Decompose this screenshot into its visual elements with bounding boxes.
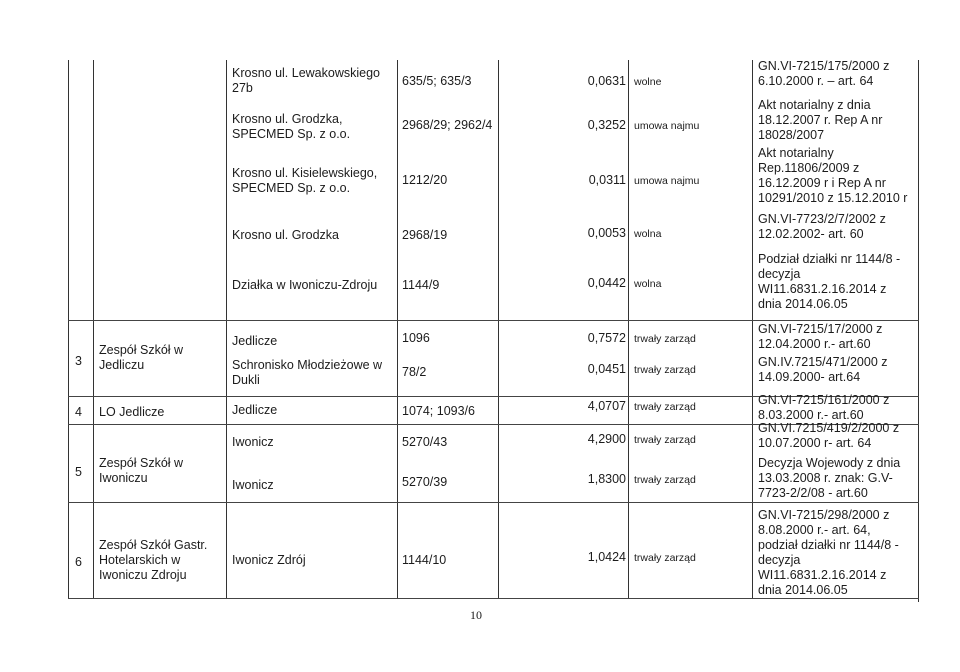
parcel-cell: 1144/10 xyxy=(402,553,447,567)
row-number: 3 xyxy=(75,354,82,368)
area-cell: 0,0053 xyxy=(587,226,626,240)
area-cell: 0,0311 xyxy=(588,173,626,187)
row-divider xyxy=(68,502,919,503)
area-cell: 0,7572 xyxy=(587,331,626,345)
place-cell: Krosno ul. Grodzka xyxy=(232,228,339,242)
table-border-right xyxy=(918,60,919,602)
document-cell: GN.VI-7723/2/7/2002 z 12.02.2002- art. 60 xyxy=(758,212,886,241)
table-column-divider xyxy=(226,60,227,598)
school-cell: Zespół Szkół w Iwoniczu xyxy=(99,456,184,485)
place-cell: Krosno ul. Lewakowskiego 27b xyxy=(232,66,380,95)
row-divider xyxy=(68,320,919,321)
table-column-divider xyxy=(397,60,398,598)
table-column-divider xyxy=(93,60,94,598)
place-cell: Działka w Iwoniczu-Zdroju xyxy=(232,278,378,292)
status-cell: wolna xyxy=(634,228,662,240)
document-cell: GN.VI-7215/17/2000 z 12.04.2000 r.- art.60 xyxy=(758,322,883,351)
status-cell: umowa najmu xyxy=(634,175,700,187)
status-cell: trwały zarząd xyxy=(634,333,696,345)
school-cell: Zespół Szkół Gastr. Hotelarskich w Iwoniczu Zdroju xyxy=(99,538,208,582)
parcel-cell: 1096 xyxy=(402,331,430,345)
table-border-left xyxy=(68,60,69,598)
parcel-cell: 1074; 1093/6 xyxy=(402,404,475,418)
status-cell: trwały zarząd xyxy=(634,474,696,486)
status-cell: umowa najmu xyxy=(634,120,700,132)
area-cell: 0,0631 xyxy=(587,74,626,88)
area-cell: 0,0451 xyxy=(587,362,626,376)
row-number: 6 xyxy=(75,555,82,569)
place-cell: Iwonicz Zdrój xyxy=(232,553,306,567)
status-cell: trwały zarząd xyxy=(634,364,696,376)
row-number: 4 xyxy=(75,405,82,419)
parcel-cell: 5270/43 xyxy=(402,435,448,449)
school-cell: LO Jedlicze xyxy=(99,405,165,419)
status-cell: trwały zarząd xyxy=(634,552,696,564)
area-cell: 4,0707 xyxy=(587,399,626,413)
parcel-cell: 2968/29; 2962/4 xyxy=(402,118,493,132)
document-cell: GN.VI-7215/298/2000 z 8.08.2000 r.- art. 64, podział działki nr 1144/8 - decyzja WI11.6831.2.16.2014 z dnia 2014.06.05 xyxy=(758,508,899,597)
table-border-bottom xyxy=(68,598,919,599)
parcel-cell: 635/5; 635/3 xyxy=(402,74,472,88)
place-cell: Iwonicz xyxy=(232,435,274,449)
school-cell: Zespół Szkół w Jedliczu xyxy=(99,343,184,372)
parcel-cell: 5270/39 xyxy=(402,475,448,489)
table-column-divider xyxy=(498,60,499,598)
table-column-divider xyxy=(628,60,629,598)
document-cell: Akt notarialny z dnia 18.12.2007 r. Rep A nr 18028/2007 xyxy=(758,98,883,142)
place-cell: Krosno ul. Kisielewskiego, SPECMED Sp. z o.o. xyxy=(232,166,378,195)
page-number: 10 xyxy=(470,608,482,622)
document-cell: Podział działki nr 1144/8 - decyzja WI11.6831.2.16.2014 z dnia 2014.06.05 xyxy=(758,252,901,311)
area-cell: 4,2900 xyxy=(587,432,626,446)
parcel-cell: 2968/19 xyxy=(402,228,448,242)
area-cell: 1,8300 xyxy=(587,472,626,486)
document-cell: Akt notarialny Rep.11806/2009 z 16.12.2009 r i Rep A nr 10291/2010 z 15.12.2010 r xyxy=(758,146,908,205)
status-cell: wolna xyxy=(634,278,662,290)
status-cell: wolne xyxy=(634,76,662,88)
document-cell: GN.VI.7215/419/2/2000 z 10.07.2000 r- art. 64 xyxy=(758,421,900,450)
area-cell: 1,0424 xyxy=(587,550,626,564)
place-cell: Jedlicze xyxy=(232,334,278,348)
parcel-cell: 1212/20 xyxy=(402,173,448,187)
place-cell: Jedlicze xyxy=(232,403,278,417)
document-cell: GN.VI-7215/175/2000 z 6.10.2000 r. – art. 64 xyxy=(758,59,890,88)
document-cell: Decyzja Wojewody z dnia 13.03.2008 r. znak: G.V- 7723-2/2/08 - art.60 xyxy=(758,456,901,500)
parcel-cell: 1144/9 xyxy=(402,278,440,292)
document-cell: GN.VI-7215/161/2000 z 8.03.2000 r.- art.60 xyxy=(758,393,890,422)
area-cell: 0,3252 xyxy=(587,118,626,132)
place-cell: Krosno ul. Grodzka, SPECMED Sp. z o.o. xyxy=(232,112,351,141)
place-cell: Schronisko Młodzieżowe w Dukli xyxy=(232,358,383,387)
area-cell: 0,0442 xyxy=(587,276,626,290)
document-cell: GN.IV.7215/471/2000 z 14.09.2000- art.64 xyxy=(758,355,888,384)
parcel-cell: 78/2 xyxy=(402,365,427,379)
place-cell: Iwonicz xyxy=(232,478,274,492)
status-cell: trwały zarząd xyxy=(634,434,696,446)
table-column-divider xyxy=(752,60,753,598)
row-number: 5 xyxy=(75,465,82,479)
status-cell: trwały zarząd xyxy=(634,401,696,413)
